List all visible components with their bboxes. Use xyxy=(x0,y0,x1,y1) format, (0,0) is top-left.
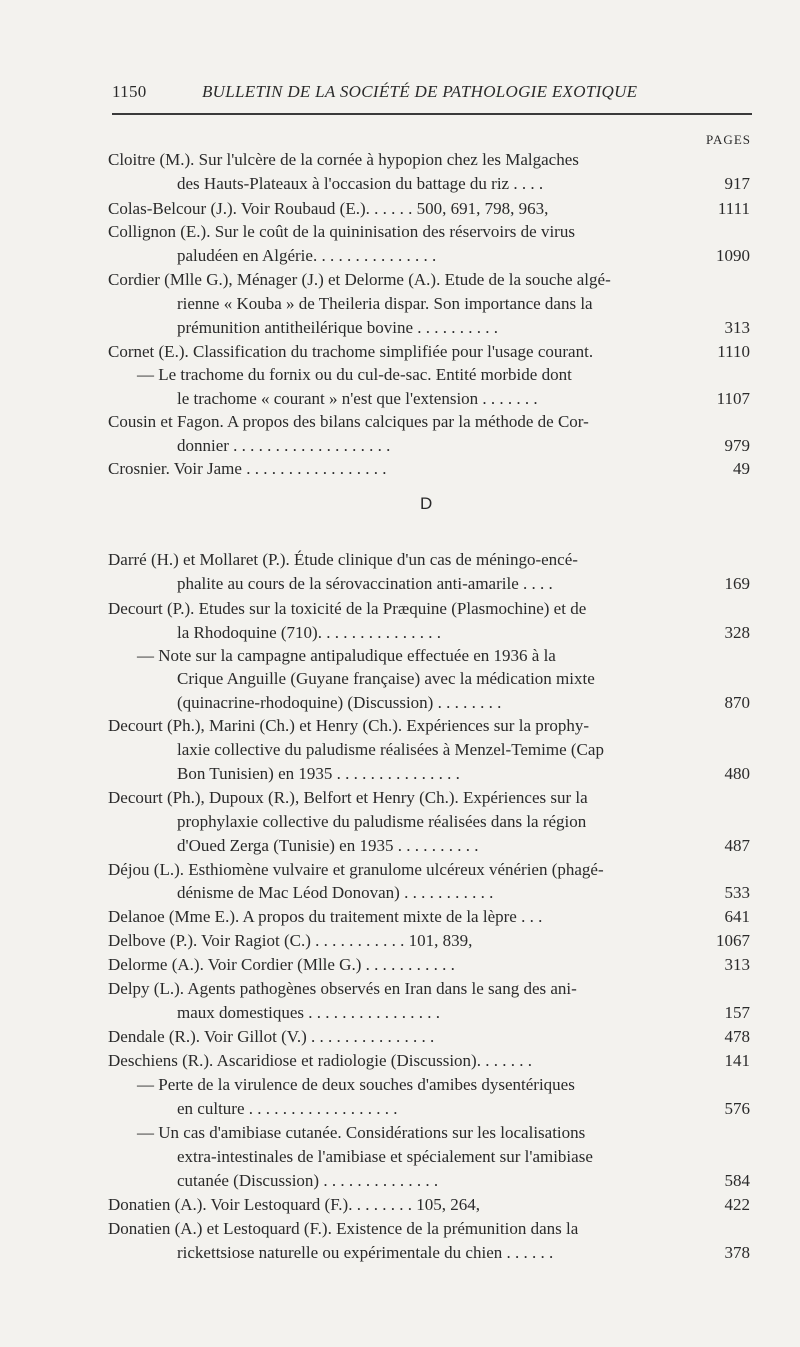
entry-heading-line: Delpy (L.). Agents pathogènes observés en Iran dans le sang des ani- xyxy=(108,979,577,998)
entry-page-number: 979 xyxy=(724,436,750,455)
entry-heading-line: Deschiens (R.). Ascaridiose et radiologie (Discussion). . . . . . . xyxy=(108,1051,532,1070)
running-header xyxy=(112,80,752,108)
entry-heading-line: Crosnier. Voir Jame . . . . . . . . . . . . . . . . . xyxy=(108,459,387,478)
entry-heading-line: Decourt (Ph.), Marini (Ch.) et Henry (Ch.). Expériences sur la prophy- xyxy=(108,716,590,735)
entry-heading-line: Colas-Belcour (J.). Voir Roubaud (E.). . . . . . 500, 691, 798, 963, xyxy=(108,199,549,218)
entry-continuation-line: des Hauts-Plateaux à l'occasion du battage du riz . . . . xyxy=(177,174,544,193)
entry-continuation-line: dénisme de Mac Léod Donovan) . . . . . . . . . . . xyxy=(177,883,494,902)
entry-page-number: 313 xyxy=(724,318,750,337)
entry-heading-line: Cloitre (M.). Sur l'ulcère de la cornée à hypopion chez les Malgaches xyxy=(108,150,579,169)
entry-heading-line: Cousin et Fagon. A propos des bilans calciques par la méthode de Cor- xyxy=(108,412,589,431)
entry-page-number: 480 xyxy=(724,764,750,783)
entry-heading-line: Decourt (Ph.), Dupoux (R.), Belfort et Henry (Ch.). Expériences sur la xyxy=(108,788,588,807)
entry-page-number: 917 xyxy=(724,174,750,193)
entry-continuation-line: la Rhodoquine (710). . . . . . . . . . . . . . . xyxy=(177,623,441,642)
entry-heading-line: — Le trachome du fornix ou du cul-de-sac. Entité morbide dont xyxy=(137,365,572,384)
entry-continuation-line: Bon Tunisien) en 1935 . . . . . . . . . . . . . . . xyxy=(177,764,460,783)
entry-page-number: 1111 xyxy=(717,199,750,218)
entry-continuation-line: laxie collective du paludisme réalisées à Menzel-Temime (Cap xyxy=(177,740,604,759)
entry-page-number: 378 xyxy=(724,1243,750,1262)
entry-heading-line: — Un cas d'amibiase cutanée. Considérations sur les localisations xyxy=(137,1123,586,1142)
entry-continuation-line: donnier . . . . . . . . . . . . . . . . . . . xyxy=(177,436,391,455)
entry-continuation-line: le trachome « courant » n'est que l'extension . . . . . . . xyxy=(177,389,538,408)
entry-heading-line: Collignon (E.). Sur le coût de la quininisation des réservoirs de virus xyxy=(108,222,575,241)
entry-heading-line: Delanoe (Mme E.). A propos du traitement mixte de la lèpre . . . xyxy=(108,907,543,926)
entry-continuation-line: cutanée (Discussion) . . . . . . . . . . . . . . xyxy=(177,1171,439,1190)
entry-continuation-line: rickettsiose naturelle ou expérimentale du chien . . . . . . xyxy=(177,1243,554,1262)
entry-page-number: 422 xyxy=(724,1195,750,1214)
entry-page-number: 157 xyxy=(724,1003,750,1022)
entry-heading-line: — Note sur la campagne antipaludique effectuée en 1936 à la xyxy=(137,646,556,665)
entry-page-number: 1067 xyxy=(716,931,750,950)
pages-column-label: PAGES xyxy=(706,132,751,147)
entry-page-number: 533 xyxy=(724,883,750,902)
entry-heading-line: — Perte de la virulence de deux souches d'amibes dysentériques xyxy=(137,1075,575,1094)
entry-page-number: 641 xyxy=(724,907,750,926)
entry-heading-line: Cordier (Mlle G.), Ménager (J.) et Delorme (A.). Etude de la souche algé- xyxy=(108,270,611,289)
entry-continuation-line: en culture . . . . . . . . . . . . . . . . . . xyxy=(177,1099,398,1118)
entry-heading-line: Donatien (A.). Voir Lestoquard (F.). . . . . . . . 105, 264, xyxy=(108,1195,480,1214)
entry-continuation-line: Crique Anguille (Guyane française) avec la médication mixte xyxy=(177,669,595,688)
entry-page-number: 313 xyxy=(724,955,750,974)
entry-heading-line: Dendale (R.). Voir Gillot (V.) . . . . . . . . . . . . . . . xyxy=(108,1027,435,1046)
header-rule xyxy=(112,113,752,115)
journal-title: BULLETIN DE LA SOCIÉTÉ DE PATHOLOGIE EXOTIQUE xyxy=(202,82,638,101)
entry-page-number: 1090 xyxy=(716,246,750,265)
entry-page-number: 1110 xyxy=(717,342,750,361)
section-letter-d: D xyxy=(420,494,433,513)
entry-continuation-line: paludéen en Algérie. . . . . . . . . . . . . . . xyxy=(177,246,437,265)
entry-continuation-line: prémunition antitheilérique bovine . . . . . . . . . . xyxy=(177,318,499,337)
entry-heading-line: Delbove (P.). Voir Ragiot (C.) . . . . . . . . . . . 101, 839, xyxy=(108,931,473,950)
entry-page-number: 870 xyxy=(724,693,750,712)
entry-heading-line: Donatien (A.) et Lestoquard (F.). Existence de la prémunition dans la xyxy=(108,1219,579,1238)
entry-page-number: 487 xyxy=(724,836,750,855)
entry-continuation-line: prophylaxie collective du paludisme réalisées dans la région xyxy=(177,812,587,831)
entry-continuation-line: extra-intestinales de l'amibiase et spécialement sur l'amibiase xyxy=(177,1147,593,1166)
entry-heading-line: Delorme (A.). Voir Cordier (Mlle G.) . . . . . . . . . . . xyxy=(108,955,455,974)
entry-heading-line: Darré (H.) et Mollaret (P.). Étude clinique d'un cas de méningo-encé- xyxy=(108,550,578,569)
entry-page-number: 478 xyxy=(724,1027,750,1046)
entry-continuation-line: d'Oued Zerga (Tunisie) en 1935 . . . . . . . . . . xyxy=(177,836,479,855)
entry-heading-line: Cornet (E.). Classification du trachome simplifiée pour l'usage courant. xyxy=(108,342,594,361)
entry-page-number: 584 xyxy=(724,1171,750,1190)
entry-page-number: 49 xyxy=(733,459,750,478)
page-number: 1150 xyxy=(112,82,147,101)
entry-page-number: 169 xyxy=(724,574,750,593)
entry-page-number: 576 xyxy=(724,1099,750,1118)
entry-heading-line: Decourt (P.). Etudes sur la toxicité de la Præquine (Plasmochine) et de xyxy=(108,599,587,618)
entry-page-number: 328 xyxy=(724,623,750,642)
entry-continuation-line: phalite au cours de la sérovaccination anti-amarile . . . . xyxy=(177,574,553,593)
entry-heading-line: Déjou (L.). Esthiomène vulvaire et granulome ulcéreux vénérien (phagé- xyxy=(108,860,604,879)
entry-page-number: 1107 xyxy=(716,389,750,408)
entry-continuation-line: rienne « Kouba » de Theileria dispar. Son importance dans la xyxy=(177,294,593,313)
entry-continuation-line: maux domestiques . . . . . . . . . . . . . . . . xyxy=(177,1003,441,1022)
entry-page-number: 141 xyxy=(724,1051,750,1070)
entry-continuation-line: (quinacrine-rhodoquine) (Discussion) . . . . . . . . xyxy=(177,693,502,712)
